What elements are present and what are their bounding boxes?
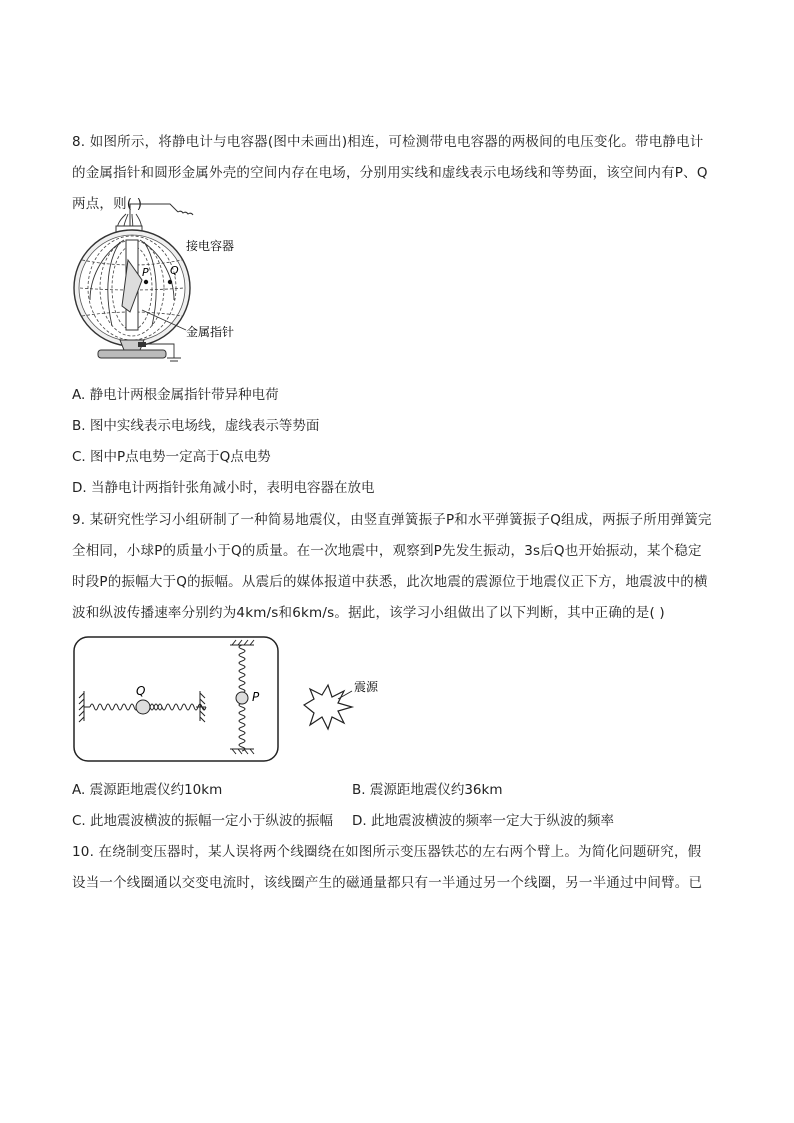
- q9-option-a: A. 震源距地震仪约10km: [72, 782, 223, 798]
- q9-option-c: C. 此地震波横波的振幅一定小于纵波的振幅: [72, 813, 334, 829]
- label-q-oscillator: Q: [136, 684, 146, 698]
- q9-line-3: 时段P的振幅大于Q的振幅。从震后的媒体报道中获悉，此次地震的震源位于地震仪正下方，地震波中的横: [72, 574, 708, 590]
- q9-line-2: 全相同，小球P的质量小于Q的质量。在一次地震中，观察到P先发生振动，3s后Q也开始振动，某个稳定: [72, 543, 702, 559]
- label-needle: 金属指针: [186, 325, 235, 339]
- q9-line-1: 9. 某研究性学习小组研制了一种简易地震仪，由竖直弹簧振子P和水平弹簧振子Q组成，两振子所用弹簧完: [72, 512, 712, 528]
- q8-line-3: 两点，则( ): [72, 196, 143, 212]
- label-p-oscillator: P: [252, 690, 260, 704]
- q8-option-b: B. 图中实线表示电场线，虚线表示等势面: [72, 418, 320, 434]
- q8-option-a: A. 静电计两根金属指针带异种电荷: [72, 387, 279, 403]
- seismometer-figure: [72, 633, 392, 765]
- label-p: P: [142, 266, 149, 279]
- q9-option-d: D. 此地震波横波的频率一定大于纵波的频率: [352, 813, 614, 829]
- q9-option-b: B. 震源距地震仪约36km: [352, 782, 503, 798]
- q10-line-1: 10. 在绕制变压器时，某人误将两个线圈绕在如图所示变压器铁芯的左右两个臂上。为简化问题研究，假: [72, 844, 702, 860]
- q9-line-4: 波和纵波传播速率分别约为4km/s和6km/s。据此，该学习小组做出了以下判断，其中正确的是( ): [72, 605, 665, 621]
- q10-line-2: 设当一个线圈通以交变电流时，该线圈产生的磁通量都只有一半通过另一个线圈，另一半通过中间臂。已: [72, 875, 703, 891]
- q8-option-d: D. 当静电计两指针张角减小时，表明电容器在放电: [72, 480, 375, 496]
- label-source: 震源: [354, 680, 379, 694]
- q8-line-1: 8. 如图所示，将静电计与电容器(图中未画出)相连，可检测带电电容器的两极间的电压变化。带电静电计: [72, 134, 704, 150]
- label-capacitor: 接电容器: [186, 239, 235, 253]
- q8-option-c: C. 图中P点电势一定高于Q点电势: [72, 449, 271, 465]
- electroscope-figure: [70, 200, 260, 370]
- label-q: Q: [170, 264, 179, 277]
- q8-line-2: 的金属指针和圆形金属外壳的空间内存在电场，分别用实线和虚线表示电场线和等势面，该空间内有P、Q: [72, 165, 708, 181]
